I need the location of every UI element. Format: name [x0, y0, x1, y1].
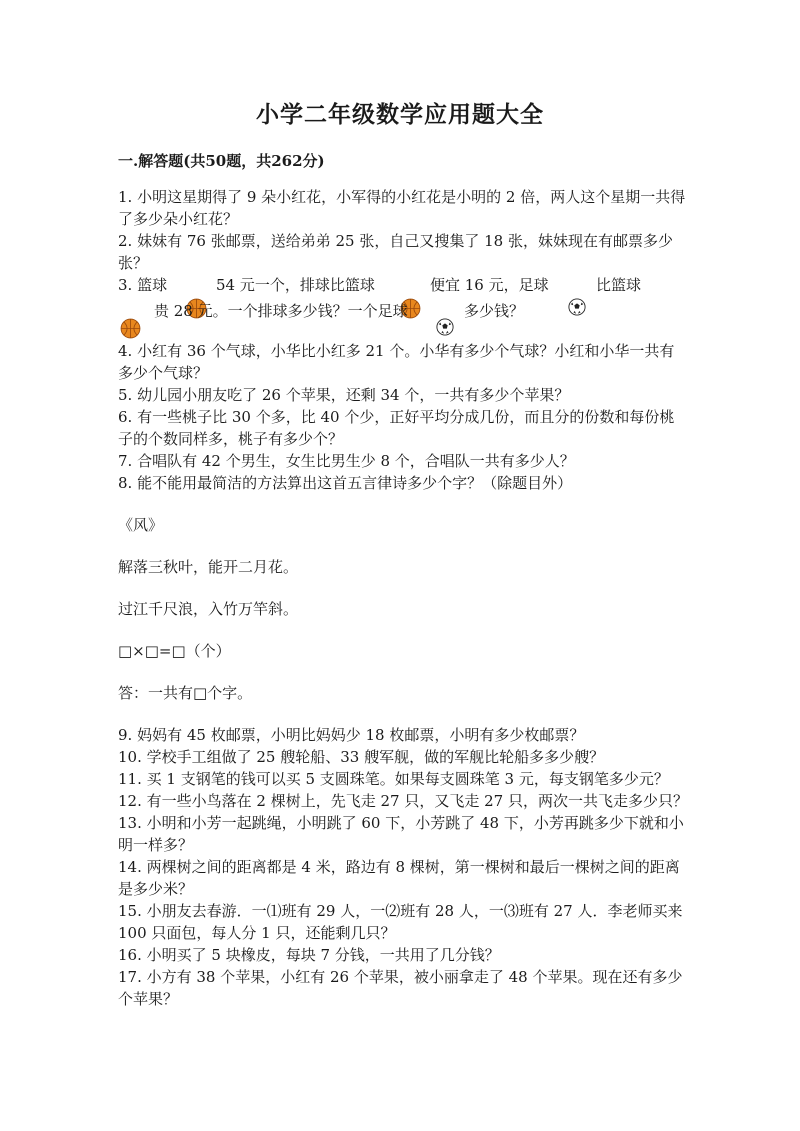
q3-text-part4: 比篮球 [596, 276, 642, 294]
question-item-3 [118, 274, 688, 340]
basketball-icon [120, 318, 141, 345]
question-item: 15. 小朋友去春游．一⑴班有 29 人，一⑵班有 28 人，一⑶班有 27 人．李老师买来 100 只面包，每人分 1 只，还能剩几只？ [118, 902, 683, 942]
question-item: 2. 妹妹有 76 张邮票，送给弟弟 25 张，自己又搜集了 18 张，妹妹现在有邮票多少张？ [118, 232, 673, 272]
question-item: 10. 学校手工组做了 25 艘轮船、33 艘军舰，做的军舰比轮船多多少艘？ [118, 748, 605, 766]
question-item: 4. 小红有 36 个气球，小华比小红多 21 个。小华有多少个气球？小红和小华一共有多少个气球？ [118, 342, 675, 382]
question-item: 8. 能不能用最简洁的方法算出这首五言律诗多少个字？（除题目外） [118, 474, 573, 492]
question-item: 1. 小明这星期得了 9 朵小红花，小军得的小红花是小明的 2 倍，两人这个星期一共得了多少朵小红花？ [118, 188, 686, 228]
question-item: 14. 两棵树之间的距离都是 4 米，路边有 8 棵树，第一棵树和最后一棵树之间的距离是多少米？ [118, 858, 680, 898]
q3-text-part5: 贵 28 元。一个排球多少钱？一个足球 [154, 302, 408, 320]
poem-line: 过江千尺浪，入竹万竿斜。 [118, 600, 299, 618]
question-item: 17. 小方有 38 个苹果，小红有 26 个苹果，被小丽拿走了 48 个苹果。现在还有多少个苹果？ [118, 968, 683, 1008]
page-title: 小学二年级数学应用题大全 [256, 101, 544, 128]
soccer-ball-icon [436, 318, 454, 342]
question-item: 7. 合唱队有 42 个男生，女生比男生少 8 个，合唱队一共有多少人？ [118, 452, 575, 470]
section-heading: 一.解答题(共50题，共262分) [118, 152, 325, 170]
question-item: 5. 幼儿园小朋友吃了 26 个苹果，还剩 34 个，一共有多少个苹果？ [118, 386, 570, 404]
question-item: 11. 买 1 支钢笔的钱可以买 5 支圆珠笔。如果每支圆珠笔 3 元，每支钢笔多少元？ [118, 770, 669, 788]
answer-formula: □×□=□（个） [118, 642, 231, 660]
poem-title: 《风》 [118, 516, 164, 534]
question-list [118, 186, 688, 1010]
question-item: 6. 有一些桃子比 30 个多，比 40 个少，正好平均分成几份，而且分的份数和每份桃子的个数同样多，桃子有多少个？ [118, 408, 675, 448]
answer-line: 答：一共有□个字。 [118, 684, 253, 702]
q3-text-part2: 54 元一个，排球比篮球 [216, 276, 375, 294]
poem-block [118, 494, 688, 724]
question-item: 9. 妈妈有 45 枚邮票，小明比妈妈少 18 枚邮票，小明有多少枚邮票？ [118, 726, 585, 744]
poem-line: 解落三秋叶，能开二月花。 [118, 558, 299, 576]
q3-text-part3: 便宜 16 元，足球 [430, 276, 549, 294]
question-item: 12. 有一些小鸟落在 2 棵树上，先飞走 27 只，又飞走 27 只，两次一共飞走多少只？ [118, 792, 688, 810]
q3-text-part1: 3. 篮球 [118, 276, 168, 294]
question-item: 13. 小明和小芳一起跳绳，小明跳了 60 下，小芳跳了 48 下，小芳再跳多少下就和小明一样多？ [118, 814, 684, 854]
soccer-ball-icon [568, 298, 586, 322]
question-item: 16. 小明买了 5 块橡皮，每块 7 分钱，一共用了几分钱？ [118, 946, 500, 964]
q3-text-part6: 多少钱？ [464, 302, 525, 320]
